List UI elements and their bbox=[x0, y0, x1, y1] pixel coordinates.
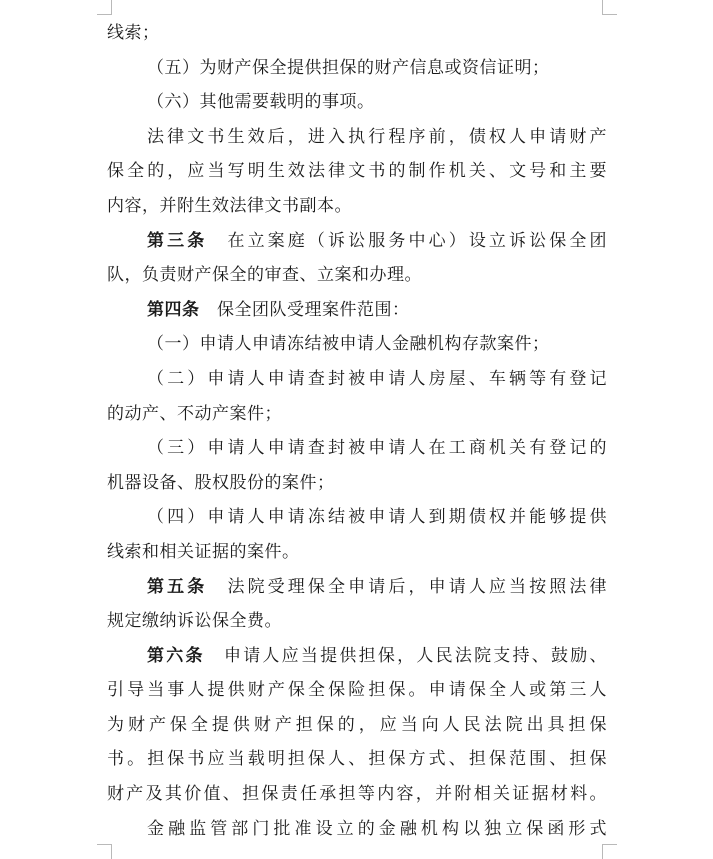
crop-mark-top-left bbox=[97, 0, 112, 15]
paragraph-line: （六）其他需要载明的事项。 bbox=[147, 92, 375, 113]
article-5-heading: 第五条 bbox=[147, 576, 208, 597]
paragraph-line: （五）为财产保全提供担保的财产信息或资信证明； bbox=[147, 57, 550, 78]
article-3-line: 第三条 在立案庭（诉讼服务中心）设立诉讼保全团 bbox=[147, 230, 608, 251]
paragraph-line: （一）申请人申请冻结被申请人金融机构存款案件； bbox=[147, 334, 550, 355]
paragraph-line: 财产及其价值、担保责任承担等内容，并附相关证据材料。 bbox=[107, 784, 607, 805]
paragraph-line: 书。担保书应当载明担保人、担保方式、担保范围、担保 bbox=[107, 749, 607, 770]
paragraph-line: 引导当事人提供财产保全保险担保。申请保全人或第三人 bbox=[107, 680, 607, 701]
paragraph-line: 金融监管部门批准设立的金融机构以独立保函形式 bbox=[147, 818, 607, 839]
paragraph-line: 机器设备、股权股份的案件； bbox=[107, 472, 335, 493]
article-4-line: 第四条 保全团队受理案件范围： bbox=[147, 299, 410, 320]
paragraph-line: （四）申请人申请冻结被申请人到期债权并能够提供 bbox=[147, 507, 607, 528]
paragraph-line: 内容，并附生效法律文书副本。 bbox=[107, 195, 352, 216]
article-6-heading: 第六条 bbox=[147, 645, 205, 666]
article-6-line: 第六条 申请人应当提供担保，人民法院支持、鼓励、 bbox=[147, 645, 608, 666]
paragraph-line: 队，负责财产保全的审查、立案和办理。 bbox=[107, 265, 422, 286]
document-body bbox=[107, 16, 607, 846]
paragraph-line: 线索和相关证据的案件。 bbox=[107, 541, 300, 562]
crop-mark-bottom-left bbox=[97, 844, 112, 859]
crop-mark-top-right bbox=[602, 0, 617, 15]
paragraph-line: 线索； bbox=[107, 23, 160, 43]
paragraph-line: 规定缴纳诉讼保全费。 bbox=[107, 611, 282, 632]
article-3-heading: 第三条 bbox=[147, 230, 208, 251]
article-4-heading: 第四条 bbox=[147, 299, 200, 320]
paragraph-line: （二）申请人申请查封被申请人房屋、车辆等有登记 bbox=[147, 368, 607, 389]
paragraph-line: 的动产、不动产案件； bbox=[107, 403, 282, 424]
paragraph-line: 保全的，应当写明生效法律文书的制作机关、文号和主要 bbox=[107, 161, 607, 182]
paragraph-line: 为财产保全提供财产担保的，应当向人民法院出具担保 bbox=[107, 714, 607, 735]
crop-mark-bottom-right bbox=[602, 844, 617, 859]
article-5-line: 第五条 法院受理保全申请后，申请人应当按照法律 bbox=[147, 576, 608, 597]
paragraph-line: （三）申请人申请查封被申请人在工商机关有登记的 bbox=[147, 438, 607, 459]
paragraph-line: 法律文书生效后，进入执行程序前，债权人申请财产 bbox=[147, 126, 607, 147]
